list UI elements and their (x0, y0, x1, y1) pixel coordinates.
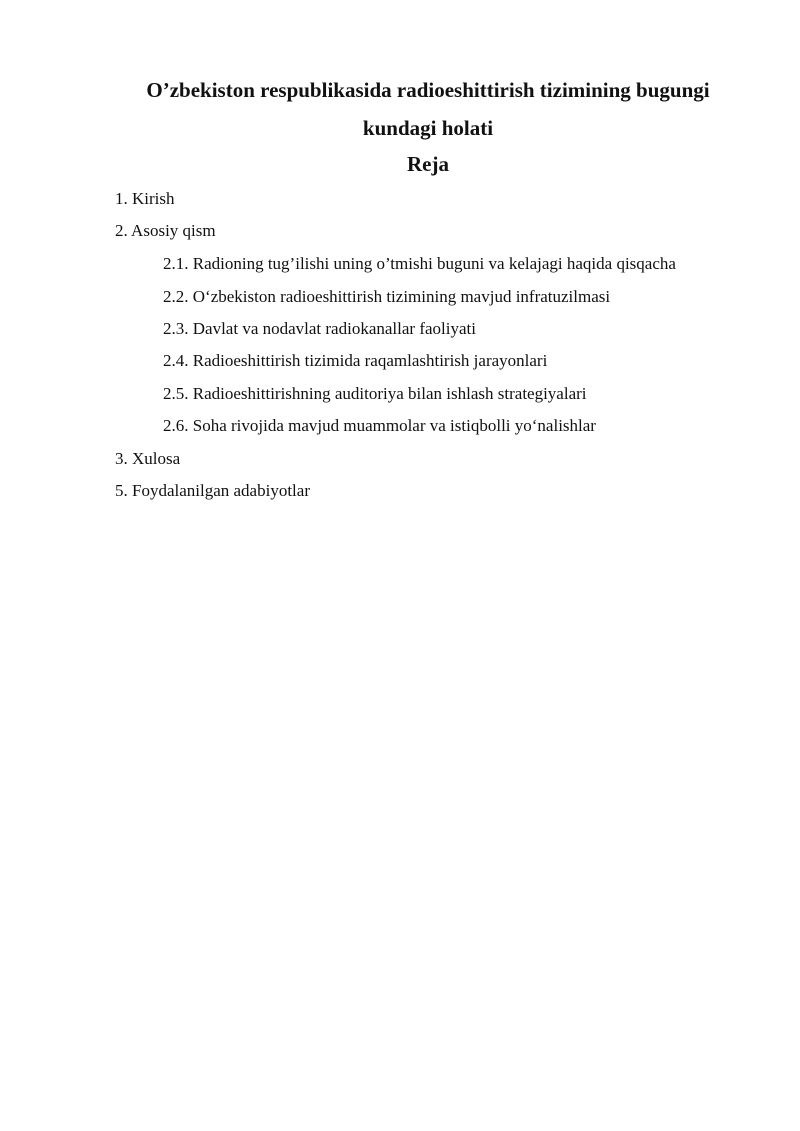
toc-subitem: 2.1. Radioning tug’ilishi uning o’tmishi buguni va kelajagi haqida qisqacha (163, 254, 676, 273)
toc-subitem: 2.5. Radioeshittirishning auditoriya bilan ishlash strategiyalari (163, 384, 587, 403)
toc-subitem: 2.2. O‘zbekiston radioeshittirish tizimining mavjud infratuzilmasi (163, 287, 611, 306)
toc-item: 5. Foydalanilgan adabiyotlar (115, 481, 310, 500)
toc-subitem: 2.4. Radioeshittirish tizimida raqamlashtirish jarayonlari (163, 351, 548, 370)
toc-item: 2. Asosiy qism (115, 221, 216, 240)
toc-item: 3. Xulosa (115, 449, 181, 468)
plan-heading: Reja (407, 152, 449, 176)
document-title-line-1: O’zbekiston respublikasida radioeshittirish tizimining bugungi (146, 78, 710, 102)
toc-item: 1. Kirish (115, 189, 175, 208)
toc-subitem: 2.6. Soha rivojida mavjud muammolar va istiqbolli yo‘nalishlar (163, 416, 596, 435)
toc-subitem: 2.3. Davlat va nodavlat radiokanallar faoliyati (163, 319, 476, 338)
document-title-line-2: kundagi holati (362, 116, 494, 140)
